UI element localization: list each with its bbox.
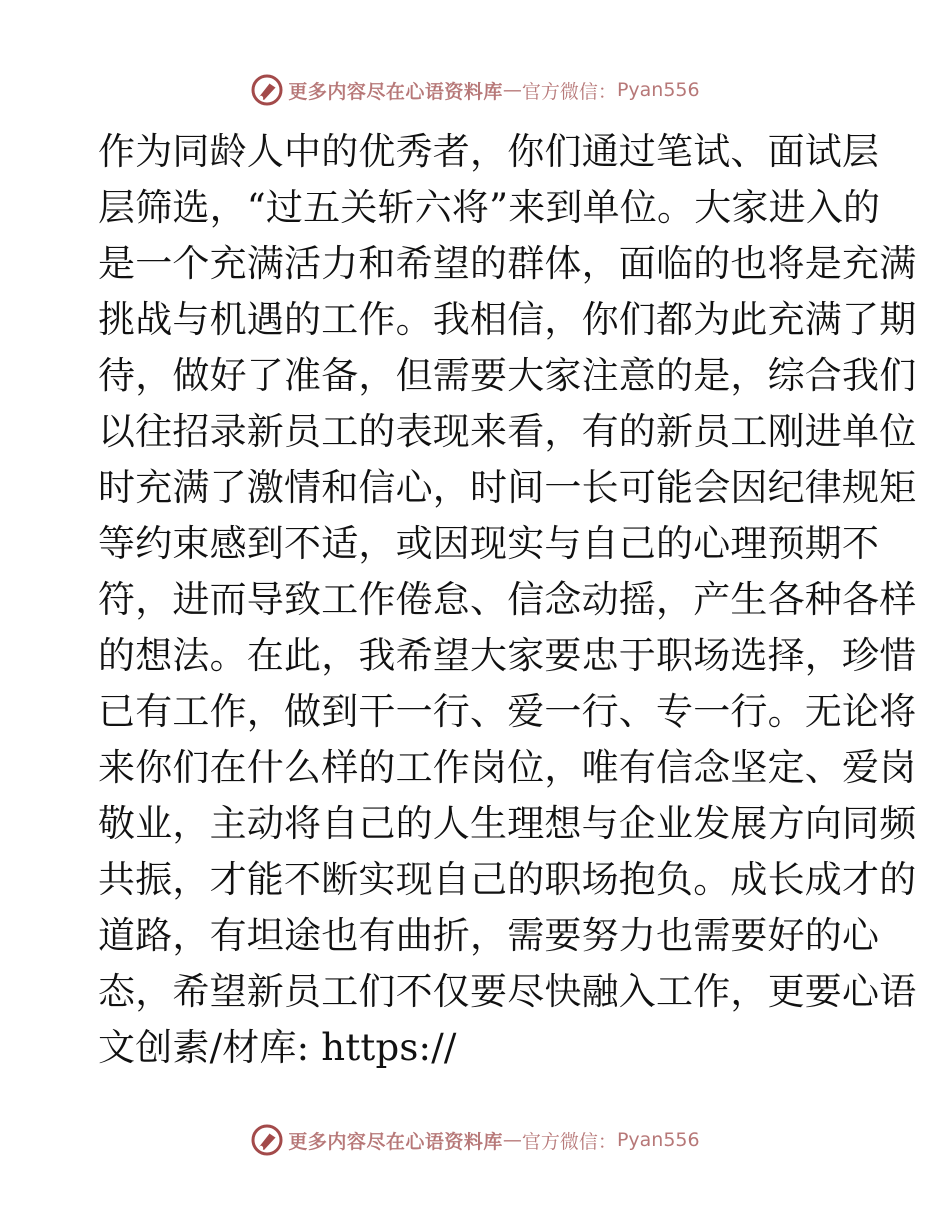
banner-wechat-id: Pyan556 <box>616 79 700 101</box>
body-line: 道路，有坦途也有曲折，需要努力也需要好的心 <box>98 914 880 957</box>
body-line: 符，进而导致工作倦怠、信念动摇，产生各种各样 <box>98 578 917 621</box>
banner-wechat-label: 官方微信： <box>521 80 617 103</box>
document-body <box>98 124 917 1076</box>
banner-wechat-label: 官方微信： <box>521 1130 617 1153</box>
banner-text: 更多内容尽在心语资料库 <box>288 80 503 103</box>
body-line: 的想法。在此，我希望大家要忠于职场选择，珍惜 <box>98 634 917 677</box>
body-line: 层筛选，“过五关斩六将”来到单位。大家进入的 <box>98 186 881 229</box>
body-line: 待，做好了准备，但需要大家注意的是，综合我们 <box>98 354 917 397</box>
body-line: 时充满了激情和信心，时间一长可能会因纪律规矩 <box>98 466 917 509</box>
body-line: 文创素/材库: https:// <box>98 1026 457 1069</box>
header-banner <box>0 70 950 110</box>
pen-nib-logo-icon <box>250 1123 284 1157</box>
banner-separator: — <box>502 79 522 101</box>
body-line: 来你们在什么样的工作岗位，唯有信念坚定、爱岗 <box>98 746 917 789</box>
body-line: 敬业，主动将自己的人生理想与企业发展方向同频 <box>98 802 917 845</box>
body-line: 作为同龄人中的优秀者，你们通过笔试、面试层 <box>98 130 880 173</box>
pen-nib-logo-icon <box>250 73 284 107</box>
body-line: 挑战与机遇的工作。我相信，你们都为此充满了期 <box>98 298 917 341</box>
banner-separator: — <box>502 1129 522 1151</box>
body-line: 是一个充满活力和希望的群体，面临的也将是充满 <box>98 242 917 285</box>
footer-banner <box>0 1120 950 1160</box>
body-line: 共振，才能不断实现自己的职场抱负。成长成才的 <box>98 858 917 901</box>
body-line: 等约束感到不适，或因现实与自己的心理预期不 <box>98 522 880 565</box>
banner-text: 更多内容尽在心语资料库 <box>288 1130 503 1153</box>
body-line: 态，希望新员工们不仅要尽快融入工作，更要心语 <box>98 970 917 1013</box>
body-line: 以往招录新员工的表现来看，有的新员工刚进单位 <box>98 410 917 453</box>
banner-wechat-id: Pyan556 <box>616 1129 700 1151</box>
body-line: 已有工作，做到干一行、爱一行、专一行。无论将 <box>98 690 917 733</box>
